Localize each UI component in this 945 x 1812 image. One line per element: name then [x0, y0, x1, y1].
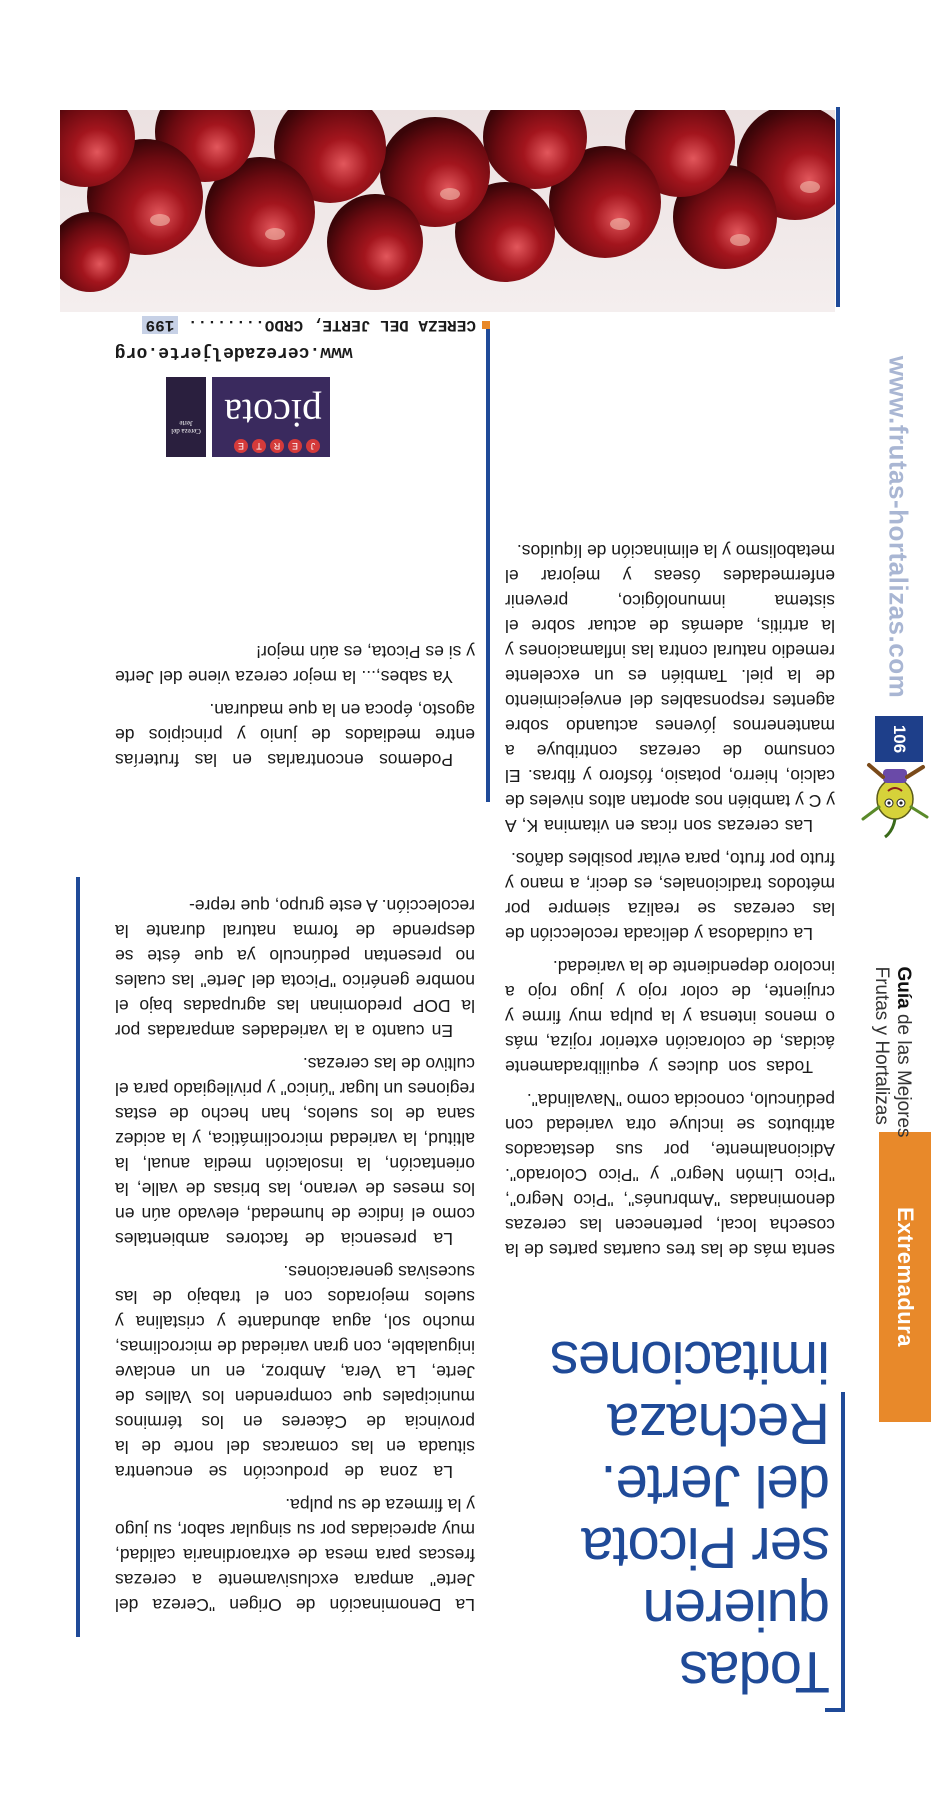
headline-line-2: ser Picota [582, 1515, 830, 1580]
logo-url: www.cerezadeljerte.org [115, 342, 353, 362]
fruit-mascot-icon [857, 757, 935, 847]
frame-line-mid [486, 322, 490, 802]
paragraph: La cuidadosa y delicada recolección de las cerezas se realiza siempre por métodos tradicionales, es decir, a mano y fruto por fruto, para evitar posibles daños. [505, 849, 835, 944]
guide-title-rest: de las Mejores [893, 1013, 914, 1138]
jerte-letter: T [252, 439, 266, 453]
paragraph: Las cerezas son ricas en vitamina K, A y C y también nos aportan altos niveles de calcio, hierro, potasio, fósforo y fibras. El consumo de cerezas contribuye a mantenernos jóvenes actuando sobre agentes responsables del envejecimiento de la piel. También es un excelente remedio natural contra las inflamaciones y la artritis, además de actuar sobre el sistema inmunológico, prevenir enfermedades óseas y mejorar el metabolismo y la eliminación de líquidos. [505, 541, 835, 836]
reference-label: CEREZA DEL JERTE, CRDO [264, 316, 476, 334]
paragraph: Ya sabes,... la mejor cereza viene del Jerte y si es Picota, es aún mejor! [115, 642, 475, 687]
page-number: 106 [890, 724, 909, 754]
frame-line-left [841, 1392, 845, 1712]
paragraph: Podemos encontrarlas en las fruterías entre mediados de junio y principios de agosto, época en la que maduran. [115, 700, 475, 770]
website-url: www.frutas-hortalizas.com [883, 355, 914, 699]
paragraph: senta más de las tres cuartas partes de la cosecha local, pertenecen las cerezas denominadas "Ambrunés", "Pico Negro", "Pico Limón Negro" y "Pico Colorado". Adicionalmente, por sus destacados atributos se incluye otra variedad con pedúnculo, conocida como "Navalinda". [505, 1090, 835, 1260]
paragraph: La zona de producción se encuentra situada en las comarcas del norte de la provincia de Cáceres en los términos municipales que comprenden los Valles de Jerte, La Vera, Ambroz, en un enclave inigualable, con gran variedad de microclimas, mucho sol, agua abundante y cristalina y suelos mejorados con el trabajo de las sucesivas generaciones. [115, 1262, 475, 1482]
article-column-1 [115, 797, 475, 1617]
paragraph: La presencia de factores ambientales como el índice de humedad, elevado aún en los meses de verano, las brisas de valle, la orientación, la insolación media anual, la altitud, la variedad microclimática, y la acidez sana de los suelos, han hecho de estas regiones un lugar "único" y privilegiado para el cultivo de las cerezas. [115, 1054, 475, 1249]
picota-logo [165, 377, 330, 457]
cherries-photo [60, 110, 835, 312]
cherry-cluster [60, 110, 835, 292]
region-label: Extremadura [892, 1206, 918, 1348]
headline-line-3: del Jerte. [601, 1453, 830, 1518]
paragraph: En cuanto a la variedades amparadas por la DOP predominan las agrupadas bajo el nombre genérico "Picota del Jerte" las cuales no presentan pedúnculo ya que éste se desprende de forma natural durante la recolección. A este grupo, que repre- [115, 896, 475, 1041]
guide-title-line2: Frutas y Hortalizas [871, 966, 892, 1125]
frame-line-top-left [825, 1708, 845, 1712]
reference-line [80, 310, 490, 334]
jerte-letter: E [234, 439, 248, 453]
reference-page: 199 [142, 316, 179, 334]
paragraph: Todas son dulces y equilibradamente ácidas, de coloración exterior rojiza, más o menos intensa y la pulpa muy firme y crujiente, de color rojo y jugo rojo a incoloro dependiente de la variedad. [505, 957, 835, 1077]
headline-line-1: Todas quieren [643, 1577, 830, 1704]
paragraph: La Denominación de Origen "Cereza del Jerte" ampara exclusivamente a cerezas frescas para mesa de extraordinaria calidad, muy apreciadas por su singular sabor, su jugo y la firmeza de su pulpa. [115, 1495, 475, 1615]
picota-word: picota [224, 391, 322, 436]
frame-line-photo [836, 107, 840, 307]
guide-title [857, 892, 927, 1212]
reference-dots: ........ [187, 316, 265, 334]
jerte-letter: R [270, 439, 284, 453]
picota-logo-main [212, 377, 330, 457]
headline-line-5: imitaciones [550, 1329, 830, 1394]
cereza-seal: Cereza del Jerte [166, 377, 206, 457]
frame-line-right [76, 877, 80, 1637]
jerte-letters [234, 439, 320, 453]
jerte-letter: J [306, 439, 320, 453]
headline-line-4: Rechaza [608, 1391, 830, 1456]
jerte-letter: E [288, 439, 302, 453]
guide-title-bold: Guía [893, 966, 914, 1009]
article-column-2 [505, 541, 835, 1262]
side-strip [855, 0, 945, 1812]
headline [500, 1272, 830, 1702]
website-vertical [873, 342, 923, 712]
closing-block [115, 631, 475, 772]
orange-square-icon [482, 321, 490, 329]
page-number-badge [875, 716, 923, 762]
